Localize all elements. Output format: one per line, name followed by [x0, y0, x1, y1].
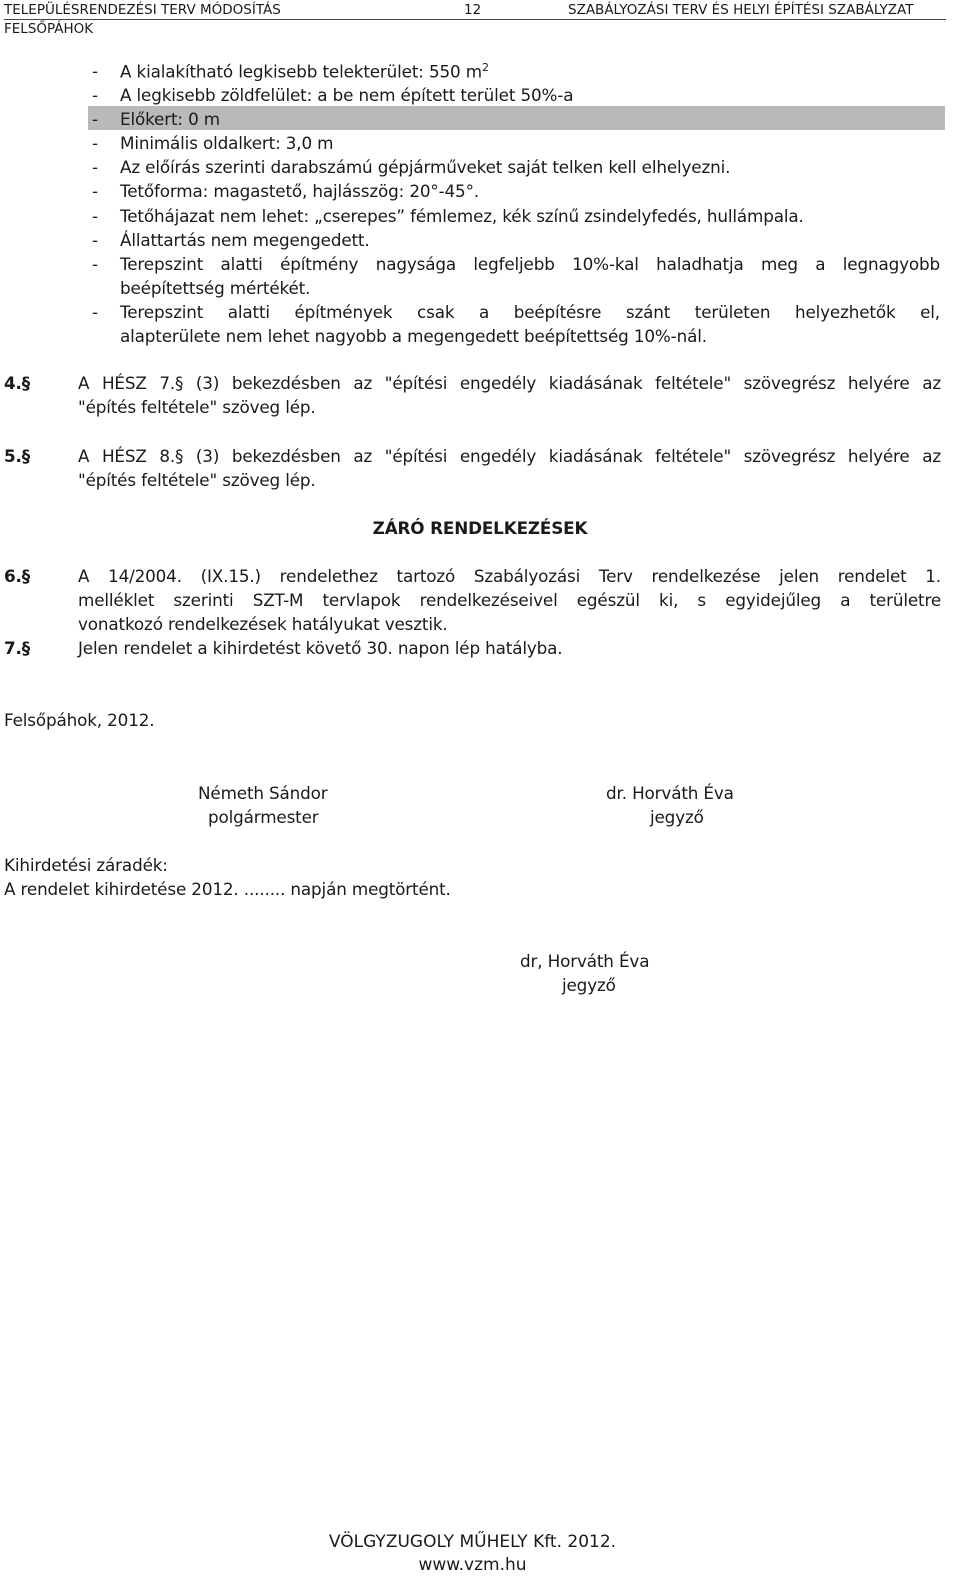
- list-item: Terepszint alatti építmények csak a beépítésre szánt területen helyezhetők el,: [120, 302, 940, 322]
- footer-url[interactable]: www.vzm.hu: [418, 1555, 527, 1575]
- list-item: Állattartás nem megengedett.: [120, 230, 370, 250]
- header-right: SZABÁLYOZÁSI TERV ÉS HELYI ÉPÍTÉSI SZABÁLYZAT: [568, 2, 914, 18]
- notary-name: dr. Horváth Éva: [606, 783, 734, 803]
- place-date: Felsőpáhok, 2012.: [4, 710, 155, 730]
- list-item-continuation: alapterülete nem lehet nagyobb a megengedett beépítettség 10%-nál.: [120, 326, 707, 346]
- notary2-title: jegyző: [562, 975, 616, 995]
- section-text-continuation: vonatkozó rendelkezések hatályukat vesztik.: [78, 614, 448, 634]
- list-item: [120, 61, 489, 82]
- bullet-dash: -: [92, 61, 98, 81]
- list-item: Minimális oldalkert: 3,0 m: [120, 133, 334, 153]
- list-item: Tetőhájazat nem lehet: „cserepes” fémlemez, kék színű zsindelyfedés, hullámpala.: [120, 206, 804, 226]
- bullet-dash: -: [92, 109, 98, 129]
- superscript: 2: [481, 61, 489, 74]
- section-text-continuation: "építés feltétele" szöveg lép.: [78, 470, 316, 490]
- list-item-continuation: beépítettség mértékét.: [120, 278, 311, 298]
- bullet-dash: -: [92, 181, 98, 201]
- section-number: 6.§: [4, 566, 30, 586]
- section-number: 5.§: [4, 446, 30, 466]
- section-text: Jelen rendelet a kihirdetést követő 30. napon lép hatályba.: [78, 638, 563, 658]
- list-item: Előkert: 0 m: [120, 109, 221, 129]
- page-number: 12: [464, 2, 482, 18]
- bullet-dash: -: [92, 157, 98, 177]
- section-number: 7.§: [4, 638, 30, 658]
- bullet-dash: -: [92, 206, 98, 226]
- bullet-dash: -: [92, 133, 98, 153]
- mayor-title: polgármester: [208, 807, 319, 827]
- bullet-dash: -: [92, 85, 98, 105]
- announcement-label: Kihirdetési záradék:: [4, 855, 168, 875]
- notary2-name: dr, Horváth Éva: [520, 951, 650, 971]
- bullet-dash: -: [92, 230, 98, 250]
- list-item: Terepszint alatti építmény nagysága legfeljebb 10%-kal haladhatja meg a legnagyobb: [120, 254, 940, 274]
- section-text-continuation: melléklet szerinti SZT-M tervlapok rendelkezéseivel egészül ki, s egyidejűleg a területre: [78, 590, 941, 610]
- header-rule: [4, 19, 946, 20]
- section-text: A 14/2004. (IX.15.) rendelethez tartozó Szabályozási Terv rendelkezése jelen rendelet 1.: [78, 566, 941, 586]
- bullet-dash: -: [92, 254, 98, 274]
- header-subtitle: FELSŐPÁHOK: [4, 21, 94, 37]
- list-item: Tetőforma: magastető, hajlásszög: 20°-45°.: [120, 181, 480, 201]
- bullet-text: A kialakítható legkisebb telekterület: 550 m: [120, 61, 482, 82]
- footer-company: VÖLGYZUGOLY MŰHELY Kft. 2012.: [328, 1532, 617, 1552]
- header-left: TELEPÜLÉSRENDEZÉSI TERV MÓDOSÍTÁS: [4, 2, 281, 18]
- list-item: Az előírás szerinti darabszámú gépjárműveket saját telken kell elhelyezni.: [120, 157, 731, 177]
- mayor-name: Németh Sándor: [198, 783, 328, 803]
- section-text-continuation: "építés feltétele" szöveg lép.: [78, 397, 316, 417]
- announcement-text: A rendelet kihirdetése 2012. ........ napján megtörtént.: [4, 879, 451, 899]
- list-item: A legkisebb zöldfelület: a be nem épített terület 50%-a: [120, 85, 574, 105]
- closing-title: ZÁRÓ RENDELKEZÉSEK: [372, 518, 588, 538]
- section-number: 4.§: [4, 373, 30, 393]
- bullet-dash: -: [92, 302, 98, 322]
- notary-title: jegyző: [650, 807, 704, 827]
- section-text: A HÉSZ 8.§ (3) bekezdésben az "építési engedély kiadásának feltétele" szövegrész helyére az: [78, 446, 941, 466]
- section-text: A HÉSZ 7.§ (3) bekezdésben az "építési engedély kiadásának feltétele" szövegrész helyére az: [78, 373, 941, 393]
